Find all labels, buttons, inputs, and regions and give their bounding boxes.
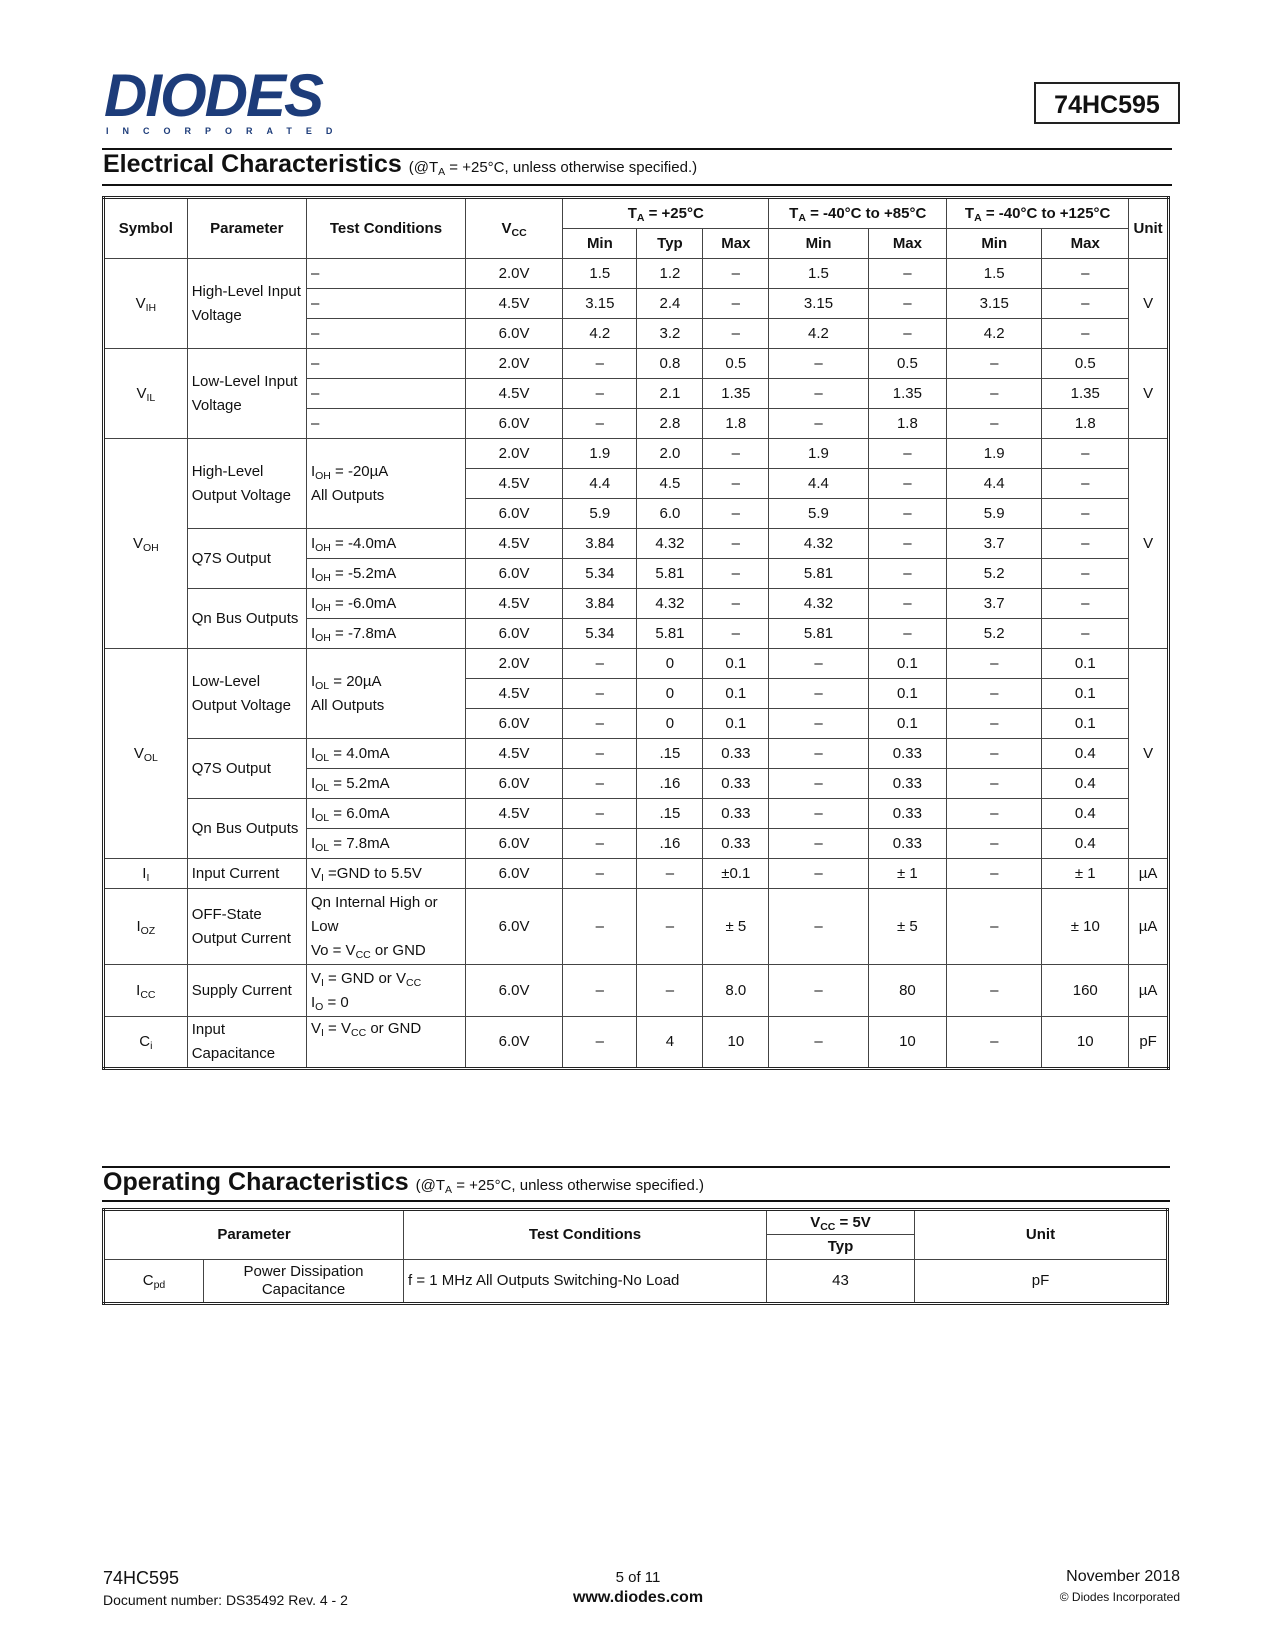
header-row-1 bbox=[104, 198, 1169, 229]
oc-col-parameter: Parameter bbox=[104, 1210, 404, 1260]
footer-part: 74HC595 bbox=[103, 1568, 180, 1588]
col-parameter: Parameter bbox=[187, 198, 306, 259]
param-voh-q7s: Q7S Output bbox=[187, 529, 306, 589]
oc-condition: ($@T_A = +25^\circ C$, unless otherwise specified.) bbox=[415, 1177, 704, 1196]
symbol-ii: $I_I$ bbox=[104, 859, 188, 889]
col-max: Max bbox=[1042, 229, 1129, 259]
oc-col-test: Test Conditions bbox=[404, 1210, 767, 1260]
param-vol-q7s: Q7S Output bbox=[187, 739, 306, 799]
ec-title: Electrical Characteristics bbox=[103, 150, 402, 178]
oc-typ: 43 bbox=[767, 1260, 915, 1304]
param-voh-highlevel: High-Level Output Voltage bbox=[187, 439, 306, 529]
cond-voh-highlevel: $I_{OH} = -20\mu A$ All Outputs bbox=[306, 439, 465, 529]
table-row bbox=[104, 1260, 1168, 1304]
footer-copyright: © Diodes Incorporated bbox=[1059, 1590, 1180, 1604]
footer-date: November 2018 bbox=[1066, 1568, 1180, 1585]
footer-url[interactable]: www.diodes.com bbox=[572, 1589, 704, 1606]
part-number-box: 74HC595 bbox=[1034, 82, 1180, 124]
oc-title: Operating Characteristics bbox=[103, 1168, 409, 1196]
col-unit: Unit bbox=[1129, 198, 1169, 259]
symbol-voh: $V_{OH}$ bbox=[104, 439, 188, 649]
oc-col-vcc: $V_{CC} = 5V$ bbox=[767, 1210, 915, 1235]
col-max: Max bbox=[868, 229, 946, 259]
table-row: 4.5V 4.4 4.5 – 4.4 – 4.4 – bbox=[104, 469, 1169, 499]
table-row: $V_{IH}$ High-Level Input Voltage – 2.0V 1.5 1.2 – 1.5 – 1.5 – V bbox=[104, 259, 1169, 289]
oc-param: Power Dissipation Capacitance bbox=[204, 1260, 404, 1304]
section-rule-bottom bbox=[102, 184, 1172, 186]
param-vih: High-Level Input Voltage bbox=[187, 259, 306, 349]
unit-vol: V bbox=[1129, 649, 1169, 859]
oc-header-row-1 bbox=[104, 1210, 1168, 1235]
symbol-vol: $V_{OL}$ bbox=[104, 649, 188, 859]
col-max: Max bbox=[703, 229, 769, 259]
param-voh-qnbus: Qn Bus Outputs bbox=[187, 589, 306, 649]
col-ta125: $T_A = -40^\circ C$ to +125°C bbox=[947, 198, 1129, 229]
param-vol-qnbus: Qn Bus Outputs bbox=[187, 799, 306, 859]
table-row: 6.0V 5.9 6.0 – 5.9 – 5.9 – bbox=[104, 499, 1169, 529]
col-min: Min bbox=[947, 229, 1042, 259]
oc-col-unit: Unit bbox=[915, 1210, 1168, 1260]
symbol-ioz: $I_{OZ}$ bbox=[104, 889, 188, 965]
footer-doc: Document number: DS35492 Rev. 4 - 2 bbox=[103, 1592, 348, 1608]
unit-voh: V bbox=[1129, 439, 1169, 649]
col-ta85: $T_A = -40^\circ C$ to +85°C bbox=[769, 198, 947, 229]
oc-unit: pF bbox=[915, 1260, 1168, 1304]
footer-page: 5 of 11 bbox=[615, 1569, 661, 1586]
table-row: $I_{OL} = 5.2mA$ 6.0V – .16 0.33 – 0.33 – 0.4 bbox=[104, 769, 1169, 799]
operating-characteristics-table bbox=[102, 1208, 1169, 1305]
table-row: Q7S Output $I_{OH} = -4.0mA$ 4.5V 3.84 4.32 – 4.32 – 3.7 – bbox=[104, 529, 1169, 559]
table-row: – 6.0V – 2.8 1.8 – 1.8 – 1.8 bbox=[104, 409, 1169, 439]
table-row: $I_{OH} = -7.8mA$ 6.0V 5.34 5.81 – 5.81 – 5.2 – bbox=[104, 619, 1169, 649]
table-row: $V_{OH}$ High-Level Output Voltage $I_{OH} = -20\mu A$ All Outputs 2.0V 1.9 2.0 – 1.9 – 1.9 – V bbox=[104, 439, 1169, 469]
oc-symbol: $C_{pd}$ bbox=[104, 1260, 204, 1304]
table-row: $V_{OL}$ Low-Level Output Voltage $I_{OL} = 20\mu A$ All Outputs 2.0V – 0 0.1 – 0.1 – 0.1 V bbox=[104, 649, 1169, 679]
cond-vol-lowlevel: $I_{OL} = 20\mu A$ All Outputs bbox=[306, 649, 465, 739]
symbol-vih: $V_{IH}$ bbox=[104, 259, 188, 349]
oc-section-title bbox=[103, 1168, 704, 1197]
symbol-ci: $C_i$ bbox=[104, 1017, 188, 1069]
col-min: Min bbox=[563, 229, 637, 259]
table-row: Qn Bus Outputs $I_{OH} = -6.0mA$ 4.5V 3.84 4.32 – 4.32 – 3.7 – bbox=[104, 589, 1169, 619]
oc-rule-bottom bbox=[102, 1200, 1170, 1202]
table-row: $I_{CC}$ Supply Current $V_I$ = GND or $V_{CC}$ $I_O = 0$ 6.0V – – 8.0 – 80 – 160 µA bbox=[104, 965, 1169, 1017]
table-row: 4.5V – 0 0.1 – 0.1 – 0.1 bbox=[104, 679, 1169, 709]
table-row: $I_{OL} = 7.8mA$ 6.0V – .16 0.33 – 0.33 – 0.4 bbox=[104, 829, 1169, 859]
col-symbol: Symbol bbox=[104, 198, 188, 259]
table-row: Qn Bus Outputs $I_{OL} = 6.0mA$ 4.5V – .15 0.33 – 0.33 – 0.4 bbox=[104, 799, 1169, 829]
col-ta25: $T_A = +25^\circ C$ bbox=[563, 198, 769, 229]
table-row: $I_{OH} = -5.2mA$ 6.0V 5.34 5.81 – 5.81 – 5.2 – bbox=[104, 559, 1169, 589]
col-vcc: $V_{CC}$ bbox=[465, 198, 562, 259]
symbol-vil: $V_{IL}$ bbox=[104, 349, 188, 439]
table-row: Q7S Output $I_{OL} = 4.0mA$ 4.5V – .15 0.33 – 0.33 – 0.4 bbox=[104, 739, 1169, 769]
diodes-logo bbox=[104, 62, 347, 136]
table-row: $C_i$ Input Capacitance $V_I = V_{CC}$ or GND 6.0V – 4 10 – 10 – 10 pF bbox=[104, 1017, 1169, 1069]
logo-wordmark: DIODES bbox=[104, 62, 323, 129]
col-min: Min bbox=[769, 229, 868, 259]
table-row: $I_I$ Input Current $V_I =GND$ to 5.5V 6.0V – – ±0.1 – ± 1 – ± 1 µA bbox=[104, 859, 1169, 889]
symbol-icc: $I_{CC}$ bbox=[104, 965, 188, 1017]
logo-subtitle: INCORPORATED bbox=[106, 126, 347, 136]
param-vil: Low-Level Input Voltage bbox=[187, 349, 306, 439]
unit-vih: V bbox=[1129, 259, 1169, 349]
unit-vil: V bbox=[1129, 349, 1169, 439]
col-typ: Typ bbox=[637, 229, 703, 259]
col-test-conditions: Test Conditions bbox=[306, 198, 465, 259]
table-row: 6.0V – 0 0.1 – 0.1 – 0.1 bbox=[104, 709, 1169, 739]
oc-cond: f = 1 MHz All Outputs Switching-No Load bbox=[404, 1260, 767, 1304]
param-vol-lowlevel: Low-Level Output Voltage bbox=[187, 649, 306, 739]
table-row: – 4.5V – 2.1 1.35 – 1.35 – 1.35 bbox=[104, 379, 1169, 409]
oc-col-typ: Typ bbox=[767, 1235, 915, 1260]
table-row: – 4.5V 3.15 2.4 – 3.15 – 3.15 – bbox=[104, 289, 1169, 319]
table-row: $I_{OZ}$ OFF-State Output Current Qn Internal High or Low $Vo = V_{CC}$ or GND 6.0V – – ± 5 – ± 5 – ± 10 µA bbox=[104, 889, 1169, 965]
ec-condition: ($@T_A = +25^\circ C$, unless otherwise specified.) bbox=[408, 159, 698, 178]
table-row: – 6.0V 4.2 3.2 – 4.2 – 4.2 – bbox=[104, 319, 1169, 349]
ec-section-title bbox=[103, 150, 697, 179]
electrical-characteristics-table bbox=[102, 196, 1170, 1070]
table-row: $V_{IL}$ Low-Level Input Voltage – 2.0V – 0.8 0.5 – 0.5 – 0.5 V bbox=[104, 349, 1169, 379]
